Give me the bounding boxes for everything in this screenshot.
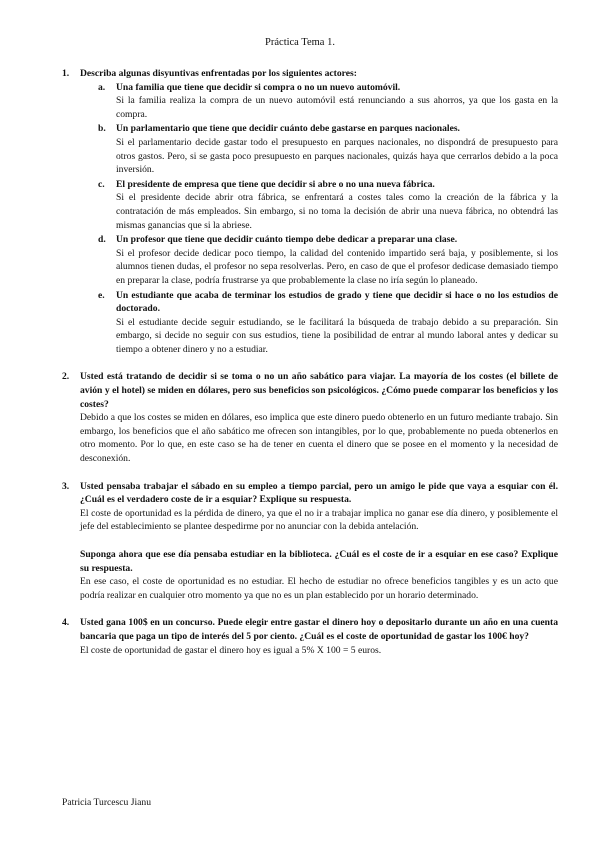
- page-title: Práctica Tema 1.: [265, 37, 335, 48]
- subquestion-answer: Si el profesor decide dedicar poco tiempo, la calidad del contenido impartido será baja, y posiblemente, si los alumnos tienen dudas, el profesor no sepa resolverlas. Pero, en caso de que el profesor dedicase demasiado tiempo en preparar la clase, podría frustrarse ya que probablemente la clase no iría según lo planeado.: [116, 247, 558, 286]
- subquestion-letter: e.: [98, 289, 105, 301]
- subquestion-answer: Si el estudiante decide seguir estudiando, se le facilitará la búsqueda de trabajo debido a su preparación. Sin embargo, si decide no seguir con sus estudios, tiene la posibilidad de entrar al mundo laboral antes y dedicar su tiempo a obtener dinero y no a estudiar.: [116, 316, 558, 355]
- subquestion-answer: Si el parlamentario decide gastar todo el presupuesto en parques nacionales, no dispondrá de presupuesto para otros gastos. Pero, si se gasta poco presupuesto en parques nacionales, quizás haya que cerrarlos debido a la poca inversión.: [116, 136, 558, 176]
- question-number: 3.: [62, 480, 70, 492]
- followup-question-text: Suponga ahora que ese día pensaba estudiar en la biblioteca. ¿Cuál es el coste de ir a esquiar en ese caso? Explique su respuesta.: [80, 549, 558, 574]
- subquestion-b: [98, 122, 558, 176]
- question-answer: El coste de oportunidad es la pérdida de dinero, ya que el no ir a trabajar implica no ganar ese día dinero, y posiblemente el jefe del establecimiento se plantee despedirme por no anunciar con la debida antelación.: [80, 507, 558, 533]
- question-4: [62, 616, 558, 657]
- subquestion-text: Un profesor que tiene que decidir cuánto tiempo debe dedicar a preparar una clase.: [116, 234, 458, 246]
- subquestion-text: Una familia que tiene que decidir si compra o no un nuevo automóvil.: [116, 81, 401, 93]
- subquestion-letter: d.: [98, 234, 106, 246]
- question-number: 2.: [62, 371, 70, 383]
- subquestion-letter: a.: [98, 81, 106, 93]
- subquestion-letter: b.: [98, 123, 106, 135]
- question-number: 1.: [62, 68, 70, 79]
- question-text: Usted pensaba trabajar el sábado en su empleo a tiempo parcial, pero un amigo le pide que vaya a esquiar con él. ¿Cuál es el verdadero coste de ir a esquiar? Explique su respuesta.: [80, 480, 558, 506]
- question-number: 4.: [62, 617, 70, 629]
- subquestion-text: Un parlamentario que tiene que decidir cuánto debe gastarse en parques nacionales.: [116, 123, 460, 135]
- question-text: Describa algunas disyuntivas enfrentadas por los siguientes actores:: [80, 68, 357, 79]
- document-body: [62, 67, 558, 671]
- question-answer: Debido a que los costes se miden en dólares, eso implica que este dinero puedo obtenerlo en un futuro mediante trabajo. Sin embargo, los beneficios que el año sabático me ofrecen son intangibles, por lo que, probablemente no pueda obtenerlos en otro momento. Por lo que, en este caso se ha de tener en cuenta el dinero que se posee en el momento y la necesidad de desconexión.: [80, 412, 558, 465]
- subquestion-a: [98, 81, 558, 122]
- subquestion-answer: Si la familia realiza la compra de un nuevo automóvil está renunciando a sus ahorros, ya que los gasta en la compra.: [116, 95, 558, 120]
- question-text: Usted está tratando de decidir si se toma o no un año sabático para viajar. La mayoría de los costes (el billete de avión y el hotel) se miden en dólares, pero sus beneficios son psicológicos. ¿Cómo puede comparar los beneficios y los costes?: [80, 371, 558, 410]
- author-name: Patricia Turcescu Jianu: [62, 797, 151, 808]
- subquestion-text: El presidente de empresa que tiene que decidir si abre o no una nueva fábrica.: [116, 178, 435, 190]
- followup-answer: En ese caso, el coste de oportunidad es no estudiar. El hecho de estudiar no ofrece beneficios tangibles y es un acto que podría realizar en cualquier otro momento ya que no es un plan establecido por un horario determinado.: [80, 576, 558, 601]
- subquestion-e: [98, 289, 558, 357]
- subquestion-letter: c.: [98, 178, 105, 190]
- subquestion-c: [98, 178, 558, 232]
- question-3: [62, 480, 558, 603]
- subquestion-answer: Si el presidente decide abrir otra fábrica, se enfrentará a costes tales como la creación de la fábrica y la contratación de más empleados. Sin embargo, si no toma la decisión de abrir una nueva fábrica, no obtendrá las mismas ganancias que si la abriese.: [116, 192, 558, 231]
- question-text: Usted gana 100$ en un concurso. Puede elegir entre gastar el dinero hoy o depositarlo durante un año en una cuenta bancaria que paga un tipo de interés del 5 por ciento. ¿Cuál es el coste de oportunidad de gastar los 100€ hoy?: [80, 617, 558, 642]
- subquestion-text: Un estudiante que acaba de terminar los estudios de grado y tiene que decidir si hace o no los estudios de doctorado.: [116, 289, 558, 315]
- question-answer: El coste de oportunidad de gastar el dinero hoy es igual a 5% X 100 = 5 euros.: [80, 644, 382, 656]
- question-2: [62, 370, 558, 465]
- subquestion-d: [98, 233, 558, 287]
- question-1: [62, 67, 558, 356]
